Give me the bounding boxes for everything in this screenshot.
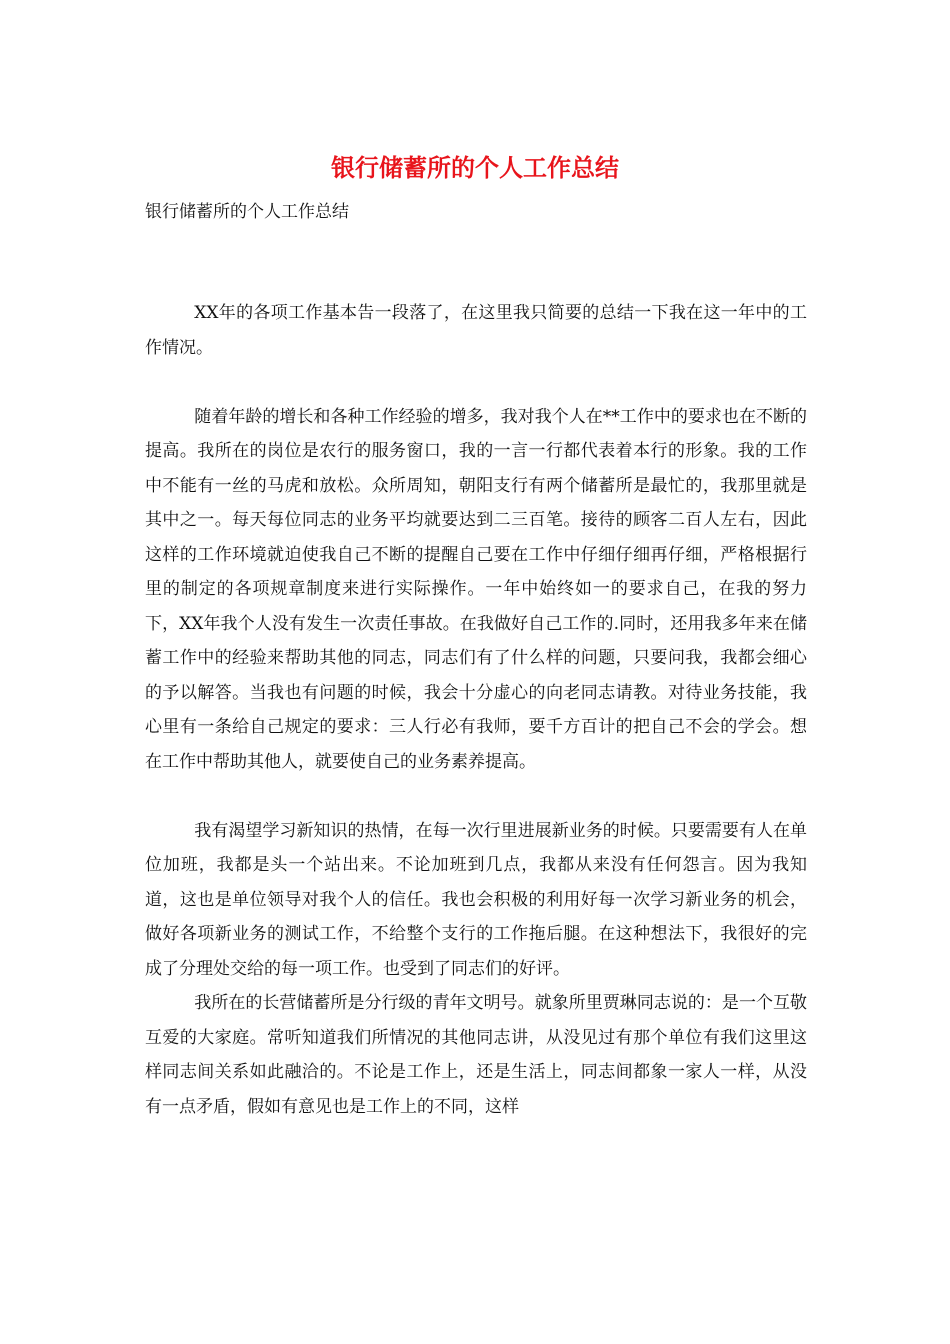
body-paragraph: 我有渴望学习新知识的热情，在每一次行里进展新业务的时候。只要需要有人在单位加班，我都是头一个站出来。不论加班到几点，我都从来没有任何怨言。因为我知道，这也是单位领导对我个人的信任。我也会积极的利用好每一次学习新业务的机会，做好各项新业务的测试工作，不给整个支行的工作拖后腿。在这种想法下，我很好的完成了分理处交给的每一项工作。也受到了同志们的好评。 xyxy=(145,820,807,979)
document-subtitle: 银行储蓄所的个人工作总结 xyxy=(145,202,349,222)
body-paragraph: 我所在的长营储蓄所是分行级的青年文明号。就象所里贾琳同志说的：是一个互敬互爱的大家庭。常听知道我们所情况的其他同志讲，从没见过有那个单位有我们这里这样同志间关系如此融洽的。不论是工作上，还是生活上，同志间都象一家人一样，从没有一点矛盾，假如有意见也是工作上的不同，这样 xyxy=(145,993,807,1117)
document-title: 银行储蓄所的个人工作总结 xyxy=(331,153,619,182)
body-paragraph: XX年的各项工作基本告一段落了，在这里我只简要的总结一下我在这一年中的工作情况。 xyxy=(145,303,807,358)
document-body xyxy=(145,296,807,1124)
body-paragraph: 随着年龄的增长和各种工作经验的增多，我对我个人在**工作中的要求也在不断的提高。我所在的岗位是农行的服务窗口，我的一言一行都代表着本行的形象。我的工作中不能有一丝的马虎和放松。众所周知，朝阳支行有两个储蓄所是最忙的，我那里就是其中之一。每天每位同志的业务平均就要达到二三百笔。接待的顾客二百人左右，因此这样的工作环境就迫使我自己不断的提醒自己要在工作中仔细仔细再仔细，严格根据行里的制定的各项规章制度来进行实际操作。一年中始终如一的要求自己，在我的努力下，XX年我个人没有发生一次责任事故。在我做好自己工作的.同时，还用我多年来在储蓄工作中的经验来帮助其他的同志，同志们有了什么样的问题，只要问我，我都会细心的予以解答。当我也有问题的时候，我会十分虚心的向老同志请教。对待业务技能，我心里有一条给自己规定的要求：三人行必有我师，要千方百计的把自己不会的学会。想在工作中帮助其他人，就要使自己的业务素养提高。 xyxy=(145,406,807,772)
